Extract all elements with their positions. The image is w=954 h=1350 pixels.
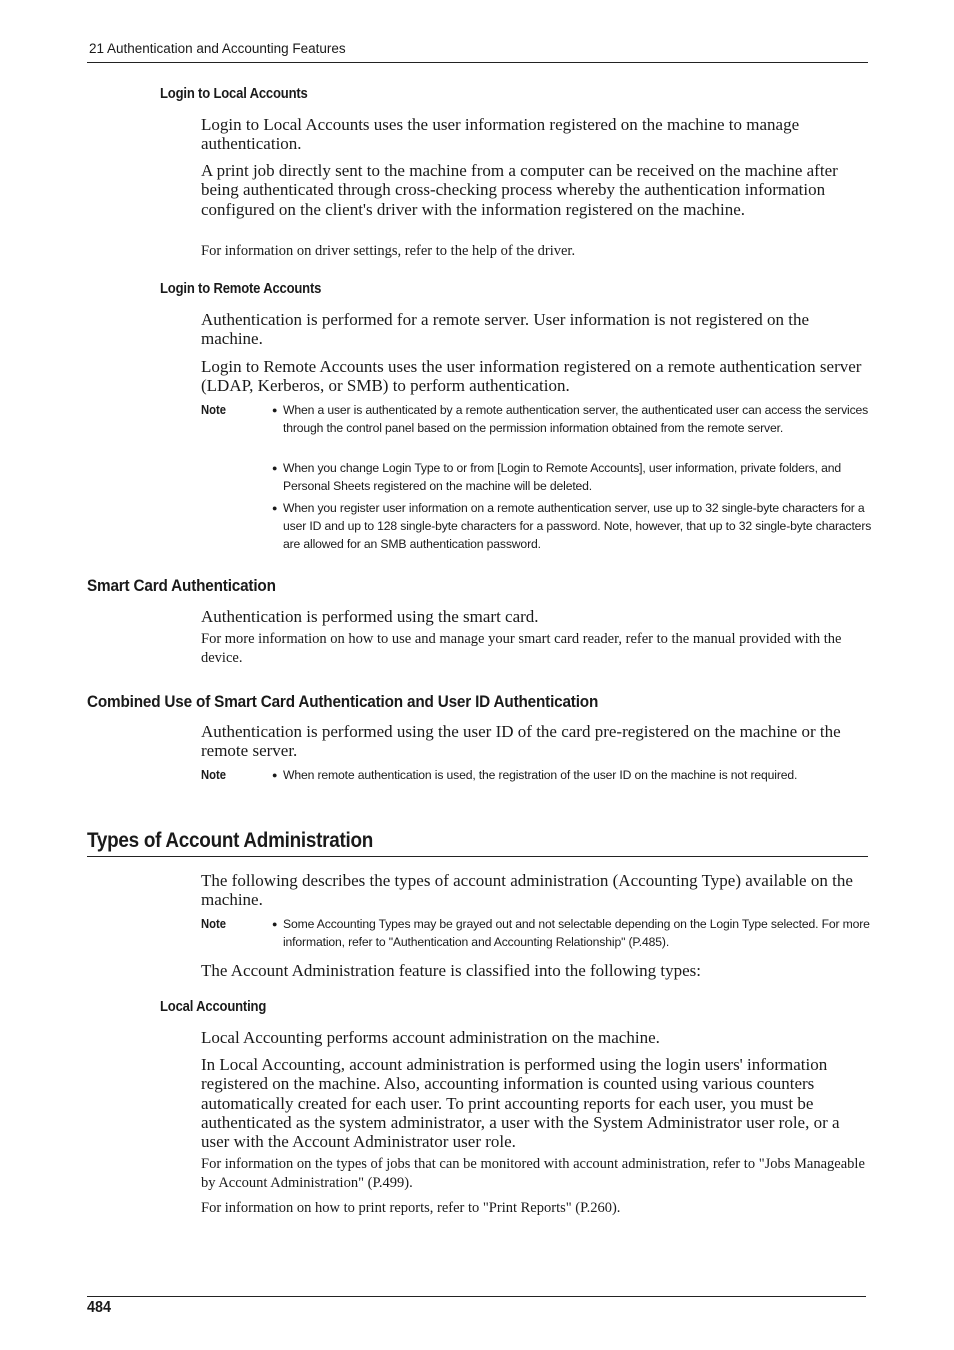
local-accounting-paragraph-2: In Local Accounting, account administration is performed using the login users' information registered on the machine. Also, accounting information is counted using various counters automatically created for each user. To print accounting reports for each user, you must be authenticated as the system administrator, a user with the System Administrator user role, or a user with the Account Administrator user role. (201, 1055, 840, 1152)
running-header: 21 Authentication and Accounting Features (89, 41, 346, 56)
smart-card-reference: For more information on how to use and manage your smart card reader, refer to the manual provided with the device. (201, 631, 842, 666)
heading-local-accounting: Local Accounting (160, 999, 267, 1015)
heading-login-local: Login to Local Accounts (160, 86, 308, 102)
note-item: When you change Login Type to or from [Login to Remote Accounts], user information, private folders, and Personal Sheets registered on the machine will be deleted. (283, 461, 841, 493)
local-accounting-reference-1: For information on the types of jobs that can be monitored with account administration, refer to "Jobs Manageable by Account Administration" (P.499). (201, 1156, 865, 1191)
footer-divider (87, 1296, 866, 1297)
heading-login-remote: Login to Remote Accounts (160, 281, 322, 297)
types-paragraph-2: The Account Administration feature is classified into the following types: (201, 961, 701, 980)
login-local-reference: For information on driver settings, refer to the help of the driver. (201, 243, 576, 259)
note-item: When remote authentication is used, the registration of the user ID on the machine is not required. (283, 768, 798, 782)
login-local-paragraph-1: Login to Local Accounts uses the user information registered on the machine to manage authentication. (201, 115, 800, 154)
login-local-paragraph-2: A print job directly sent to the machine from a computer can be received on the machine after being authenticated through cross-checking process whereby the authentication information configured on the client's driver with the information registered on the machine. (201, 161, 838, 219)
login-remote-paragraph-1: Authentication is performed for a remote server. User information is not registered on the machine. (201, 310, 810, 349)
login-remote-paragraph-2: Login to Remote Accounts uses the user information registered on a remote authentication server (LDAP, Kerberos, or SMB) to perform authentication. (201, 357, 862, 396)
note-label: Note (201, 403, 227, 417)
local-accounting-reference-2: For information on how to print reports, refer to "Print Reports" (P.260). (201, 1200, 621, 1216)
heading-combined-use: Combined Use of Smart Card Authentication and User ID Authentication (87, 692, 599, 711)
bullet-icon: ● (272, 919, 278, 929)
bullet-icon: ● (272, 405, 278, 415)
types-paragraph-1: The following describes the types of account administration (Accounting Type) available on the machine. (201, 871, 853, 910)
section-divider (87, 856, 868, 857)
note-label: Note (201, 768, 227, 782)
bullet-icon: ● (272, 463, 278, 473)
note-label: Note (201, 917, 227, 931)
bullet-icon: ● (272, 770, 278, 780)
combined-paragraph: Authentication is performed using the user ID of the card pre-registered on the machine or the remote server. (201, 722, 841, 761)
page-number: 484 (87, 1299, 112, 1316)
note-item: Some Accounting Types may be grayed out and not selectable depending on the Login Type selected. For more information, refer to "Authentication and Accounting Relationship" (P.485). (283, 917, 870, 949)
heading-smart-card: Smart Card Authentication (87, 576, 276, 595)
heading-types-account-admin: Types of Account Administration (87, 829, 374, 852)
note-item: When a user is authenticated by a remote authentication server, the authenticated user can access the services through the control panel based on the permission information obtained from the remote server. (283, 403, 869, 435)
local-accounting-paragraph-1: Local Accounting performs account administration on the machine. (201, 1028, 660, 1047)
note-item: When you register user information on a remote authentication server, use up to 32 single-byte characters for a user ID and up to 128 single-byte characters for a password. Note, however, that up to 32 single-byte characters are allowed for an SMB authentication password. (283, 501, 872, 551)
header-divider (87, 62, 868, 63)
smart-card-paragraph: Authentication is performed using the smart card. (201, 607, 539, 626)
bullet-icon: ● (272, 503, 278, 513)
